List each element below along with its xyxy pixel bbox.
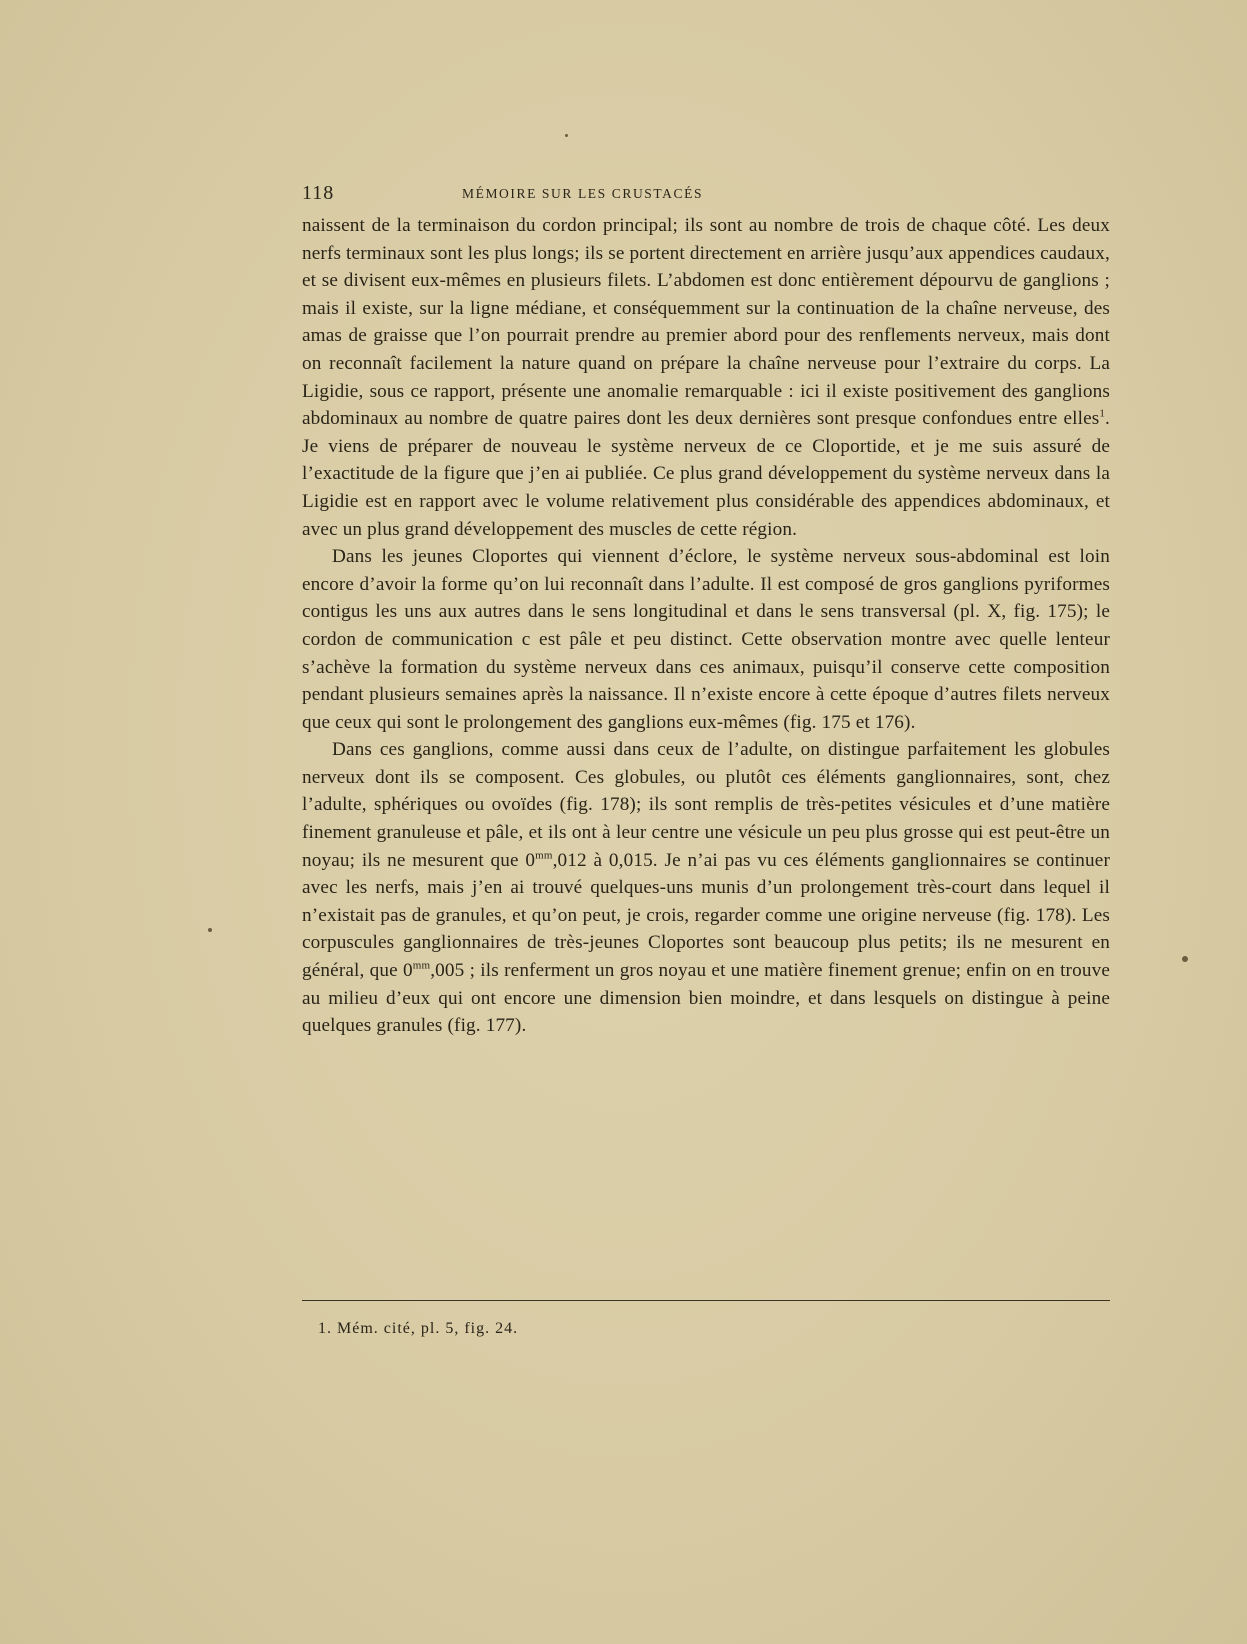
paragraph-2: Dans les jeunes Cloportes qui viennent d’éclore, le système nerveux sous-abdominal est loin encore d’avoir la forme qu’on lui reconnaît dans l’adulte. Il est composé de gros ganglions pyriformes contigus les uns aux autres dans le sens longitudinal et dans le sens transversal (pl. X, fig. 175); le cordon de communication c est pâle et peu distinct. Cette observation montre avec quelle lenteur s’achève la formation du système nerveux dans ces animaux, puisqu’il conserve cette composition pendant plusieurs semaines après la naissance. Il n’existe encore à cette époque d’autres filets nerveux que ceux qui sont le prolongement des ganglions eux-mêmes (fig. 175 et 176). bbox=[302, 546, 1110, 733]
footnote: 1. Mém. cité, pl. 5, fig. 24. bbox=[318, 1320, 519, 1337]
paper-speck bbox=[1182, 956, 1188, 962]
running-head bbox=[302, 182, 1110, 206]
paragraph-1 bbox=[302, 212, 1110, 543]
paragraph-3-part-a: Dans ces ganglions, comme aussi dans ceux de l’adulte, on distingue parfaitement les globules nerveux dont ils se composent. Ces globules, ou plutôt ces éléments ganglionnaires, sont, chez l’adulte, sphériques ou ovoïdes (fig. 178); ils sont remplis de très-petites vésicules et d’une matière finement granuleuse et pâle, et ils ont à leur centre une vésicule un peu plus grosse qui est peut-être un noyau; ils ne mesurent que 0 bbox=[302, 739, 1110, 871]
paper-speck bbox=[208, 928, 212, 932]
unit-millimetre-1: mm bbox=[535, 849, 553, 862]
paper-speck bbox=[565, 134, 568, 137]
footnote-reference: 1 bbox=[1099, 407, 1106, 420]
page-number: 118 bbox=[302, 182, 335, 204]
paragraph-1-part-a: naissent de la terminaison du cordon principal; ils sont au nombre de trois de chaque côté. Les deux nerfs terminaux sont les plus longs; ils se portent directement en arrière jusqu’aux appendices caudaux, et se divisent eux-mêmes en plusieurs filets. L’abdomen est donc entièrement dépourvu de ganglions ; mais il existe, sur la ligne médiane, et conséquemment sur la continuation de la chaîne nerveuse, des amas de graisse que l’on pourrait prendre au premier abord pour des renflements nerveux, mais dont on reconnaît facilement la nature quand on prépare la chaîne nerveuse pour l’extraire du corps. La Ligidie, sous ce rapport, présente une anomalie remarquable : ici il existe positivement des ganglions abdominaux au nombre de quatre paires dont les deux dernières sont presque confondues entre elles bbox=[302, 215, 1110, 430]
running-title: MÉMOIRE SUR LES CRUSTACÉS bbox=[462, 186, 704, 201]
footnote-divider bbox=[302, 1300, 1110, 1301]
paragraph-3 bbox=[302, 736, 1110, 1040]
paragraph-1-part-b: . Je viens de préparer de nouveau le système nerveux de ce Cloportide, et je me suis assuré de l’exactitude de la figure que j’en ai publiée. Ce plus grand développement du système nerveux dans la Ligidie est en rapport avec le volume relativement plus considérable des appendices abdominaux, et avec un plus grand développement des muscles de cette région. bbox=[302, 408, 1110, 540]
unit-millimetre-2: mm bbox=[412, 959, 431, 972]
paragraph-3-part-b: ,012 à 0,015. Je n’ai pas vu ces éléments ganglionnaires se continuer avec les nerfs, mais j’en ai trouvé quelques-uns munis d’un prolongement très-court dans lequel il n’existait pas de granules, et qu’on peut, je crois, regarder comme une origine nerveuse (fig. 178). Les corpuscules ganglionnaires de très-jeunes Cloportes sont beaucoup plus petits; ils ne mesurent en général, que 0 bbox=[302, 849, 1111, 982]
body-text bbox=[302, 212, 1110, 1040]
paragraph-3-part-c: ,005 ; ils renferment un gros noyau et une matière finement grenue; enfin on en trouve au milieu d’eux qui ont encore une dimension bien moindre, et dans lesquels on distingue à peine quelques granules (fig. 177). bbox=[302, 960, 1110, 1037]
